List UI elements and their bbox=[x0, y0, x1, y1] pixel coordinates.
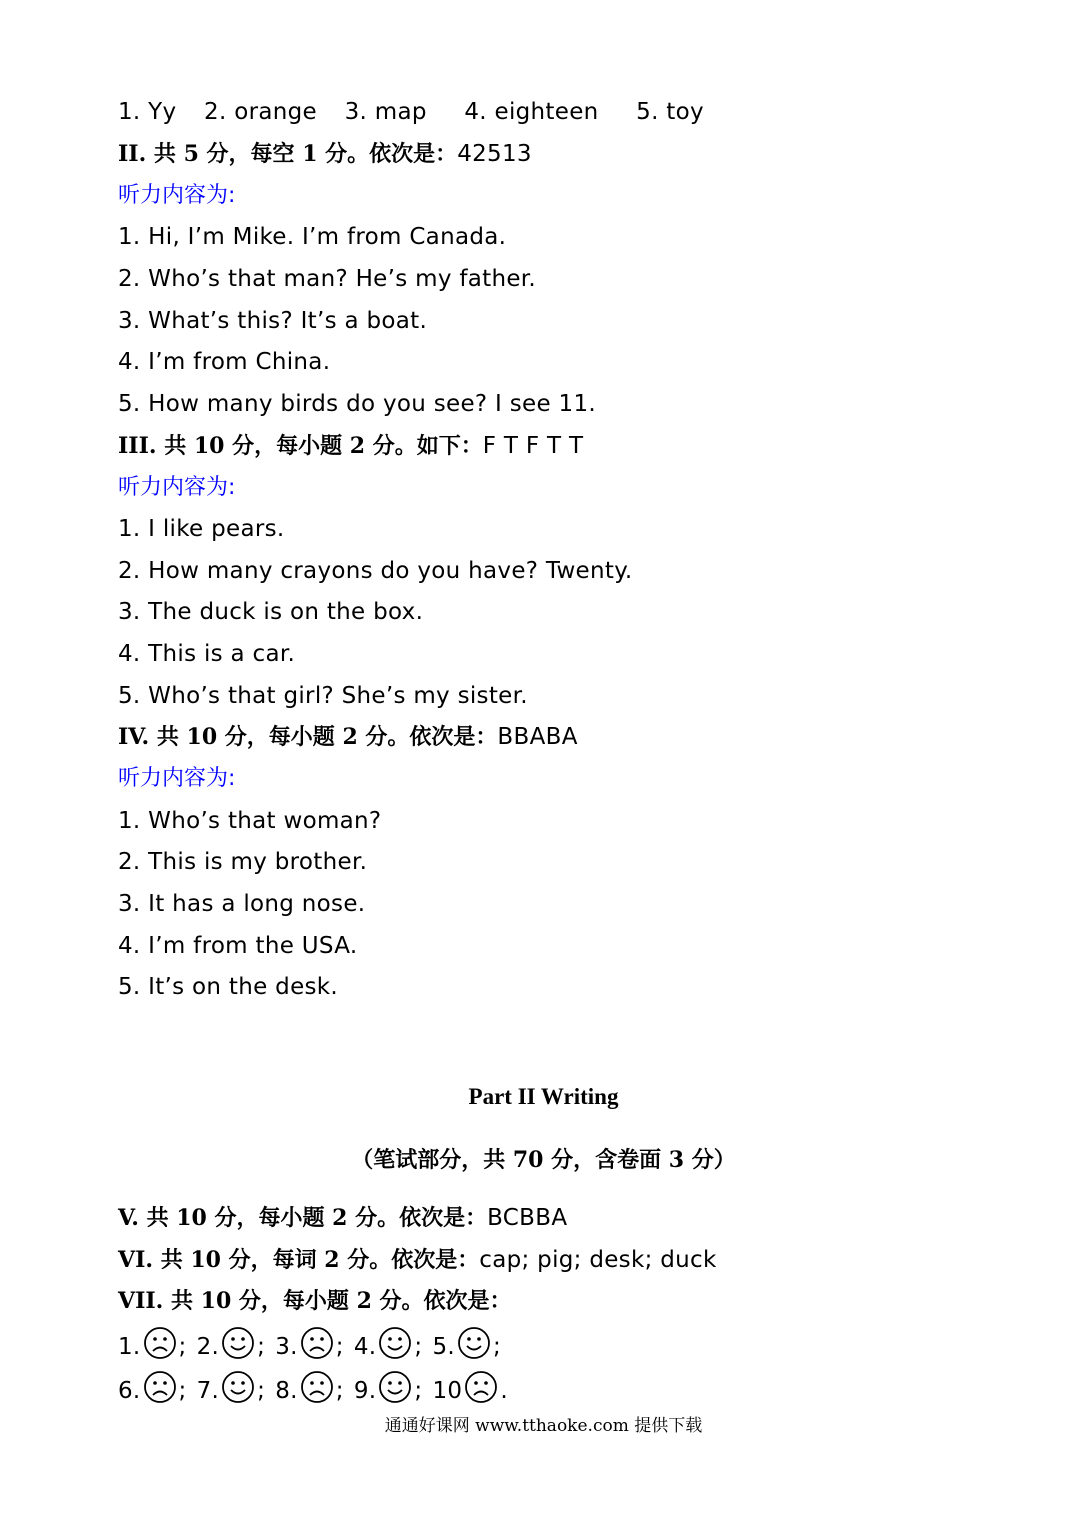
section-v-heading bbox=[118, 1207, 567, 1230]
listening-label-iii: 听力内容为: bbox=[118, 475, 236, 500]
section-ii-answer: 42513 bbox=[457, 141, 532, 167]
listening-item: 2. This is my brother. bbox=[118, 849, 368, 875]
listening-item: 4. I’m from China. bbox=[118, 349, 331, 375]
listening-item: 2. Who’s that man? He’s my father. bbox=[118, 266, 537, 292]
faces-row-2 bbox=[118, 1370, 518, 1404]
listening-item: 5. It’s on the desk. bbox=[118, 974, 339, 1000]
answer-2: 2. orange bbox=[204, 99, 317, 125]
face-answer-item bbox=[275, 1378, 344, 1404]
sad-face-icon bbox=[300, 1370, 334, 1404]
face-answer-separator: ; bbox=[178, 1334, 187, 1360]
face-answer-number: 5. bbox=[432, 1334, 455, 1360]
listening-item: 1. I like pears. bbox=[118, 516, 285, 542]
section-vii-label: VII. bbox=[118, 1288, 164, 1314]
listening-item: 3. What’s this? It’s a boat. bbox=[118, 308, 428, 334]
section-vii-desc: 共 10 分，每小题 2 分。依次是： bbox=[170, 1288, 512, 1314]
answer-row-1 bbox=[118, 101, 704, 124]
section-vi-label: VI. bbox=[118, 1247, 154, 1273]
section-vi-desc: 共 10 分，每词 2 分。依次是： bbox=[160, 1247, 480, 1273]
listening-item: 2. How many crayons do you have? Twenty. bbox=[118, 558, 633, 584]
face-answer-item bbox=[354, 1334, 423, 1360]
face-answer-separator: ; bbox=[257, 1334, 266, 1360]
sad-face-icon bbox=[143, 1326, 177, 1360]
face-answer-separator: ; bbox=[492, 1334, 502, 1360]
section-iv-answer: BBABA bbox=[497, 724, 578, 750]
listening-item: 1. Hi, I’m Mike. I’m from Canada. bbox=[118, 224, 507, 250]
sad-face-icon bbox=[464, 1370, 498, 1404]
section-ii-label: II. bbox=[118, 141, 147, 167]
answer-4: 4. eighteen bbox=[464, 99, 599, 125]
face-answer-separator: ; bbox=[335, 1378, 344, 1404]
answer-5: 5. toy bbox=[636, 99, 704, 125]
face-answer-separator: ; bbox=[414, 1378, 423, 1404]
listening-item: 5. Who’s that girl? She’s my sister. bbox=[118, 683, 528, 709]
face-answer-item bbox=[118, 1378, 187, 1404]
face-answer-number: 10 bbox=[432, 1378, 463, 1404]
section-ii-desc: 共 5 分，每空 1 分。依次是： bbox=[153, 141, 458, 167]
page-footer: 通通好课网 www.tthaoke.com 提供下载 bbox=[384, 1416, 703, 1436]
answer-1: 1. Yy bbox=[118, 99, 177, 125]
smiley-face-icon bbox=[221, 1326, 255, 1360]
section-vi-answer: cap; pig; desk; duck bbox=[479, 1247, 717, 1273]
section-v-desc: 共 10 分，每小题 2 分。依次是： bbox=[146, 1205, 488, 1231]
listening-item: 4. I’m from the USA. bbox=[118, 933, 358, 959]
section-iv-heading bbox=[118, 726, 578, 749]
face-answer-number: 8. bbox=[275, 1378, 298, 1404]
smiley-face-icon bbox=[457, 1326, 491, 1360]
listening-item: 4. This is a car. bbox=[118, 641, 296, 667]
face-answer-item bbox=[197, 1378, 266, 1404]
face-answer-item bbox=[118, 1334, 187, 1360]
part-ii-title: Part II Writing bbox=[468, 1084, 619, 1109]
part-ii-subtitle: （笔试部分，共 70 分，含卷面 3 分） bbox=[351, 1147, 736, 1173]
smiley-face-icon bbox=[221, 1370, 255, 1404]
listening-label-ii: 听力内容为: bbox=[118, 183, 236, 208]
faces-row-1 bbox=[118, 1326, 511, 1360]
section-vi-heading bbox=[118, 1249, 717, 1272]
section-iii-heading bbox=[118, 435, 583, 458]
section-iii-desc: 共 10 分，每小题 2 分。如下： bbox=[164, 433, 483, 459]
face-answer-item bbox=[275, 1334, 344, 1360]
sad-face-icon bbox=[300, 1326, 334, 1360]
face-answer-number: 4. bbox=[353, 1334, 377, 1360]
face-answer-separator: ; bbox=[178, 1378, 187, 1404]
face-answer-number: 9. bbox=[353, 1378, 377, 1404]
face-answer-item bbox=[432, 1378, 508, 1404]
face-answer-number: 6. bbox=[118, 1378, 141, 1404]
face-answer-number: 2. bbox=[196, 1334, 220, 1360]
section-v-answer: BCBBA bbox=[487, 1205, 568, 1231]
face-answer-separator: ; bbox=[257, 1378, 266, 1404]
smiley-face-icon bbox=[378, 1326, 412, 1360]
face-answer-number: 3. bbox=[275, 1334, 298, 1360]
face-answer-number: 1. bbox=[118, 1334, 141, 1360]
face-answer-separator: . bbox=[500, 1378, 508, 1404]
section-v-label: V. bbox=[118, 1205, 139, 1231]
section-iv-label: IV. bbox=[118, 724, 150, 750]
face-answer-item bbox=[354, 1378, 423, 1404]
face-answer-item bbox=[197, 1334, 266, 1360]
section-iv-desc: 共 10 分，每小题 2 分。依次是： bbox=[156, 724, 498, 750]
smiley-face-icon bbox=[378, 1370, 412, 1404]
listening-item: 5. How many birds do you see? I see 11. bbox=[118, 391, 596, 417]
face-answer-item bbox=[432, 1334, 501, 1360]
face-answer-number: 7. bbox=[196, 1378, 220, 1404]
section-vii-heading bbox=[118, 1290, 512, 1312]
section-ii-heading bbox=[118, 143, 532, 166]
listening-label-iv: 听力内容为: bbox=[118, 766, 236, 791]
listening-item: 3. It has a long nose. bbox=[118, 891, 366, 917]
sad-face-icon bbox=[143, 1370, 177, 1404]
face-answer-separator: ; bbox=[335, 1334, 344, 1360]
section-iii-answer: F T F T T bbox=[482, 433, 584, 459]
listening-item: 1. Who’s that woman? bbox=[118, 808, 382, 834]
face-answer-separator: ; bbox=[414, 1334, 423, 1360]
section-iii-label: III. bbox=[118, 433, 157, 459]
answer-3: 3. map bbox=[344, 99, 427, 125]
listening-item: 3. The duck is on the box. bbox=[118, 599, 424, 625]
